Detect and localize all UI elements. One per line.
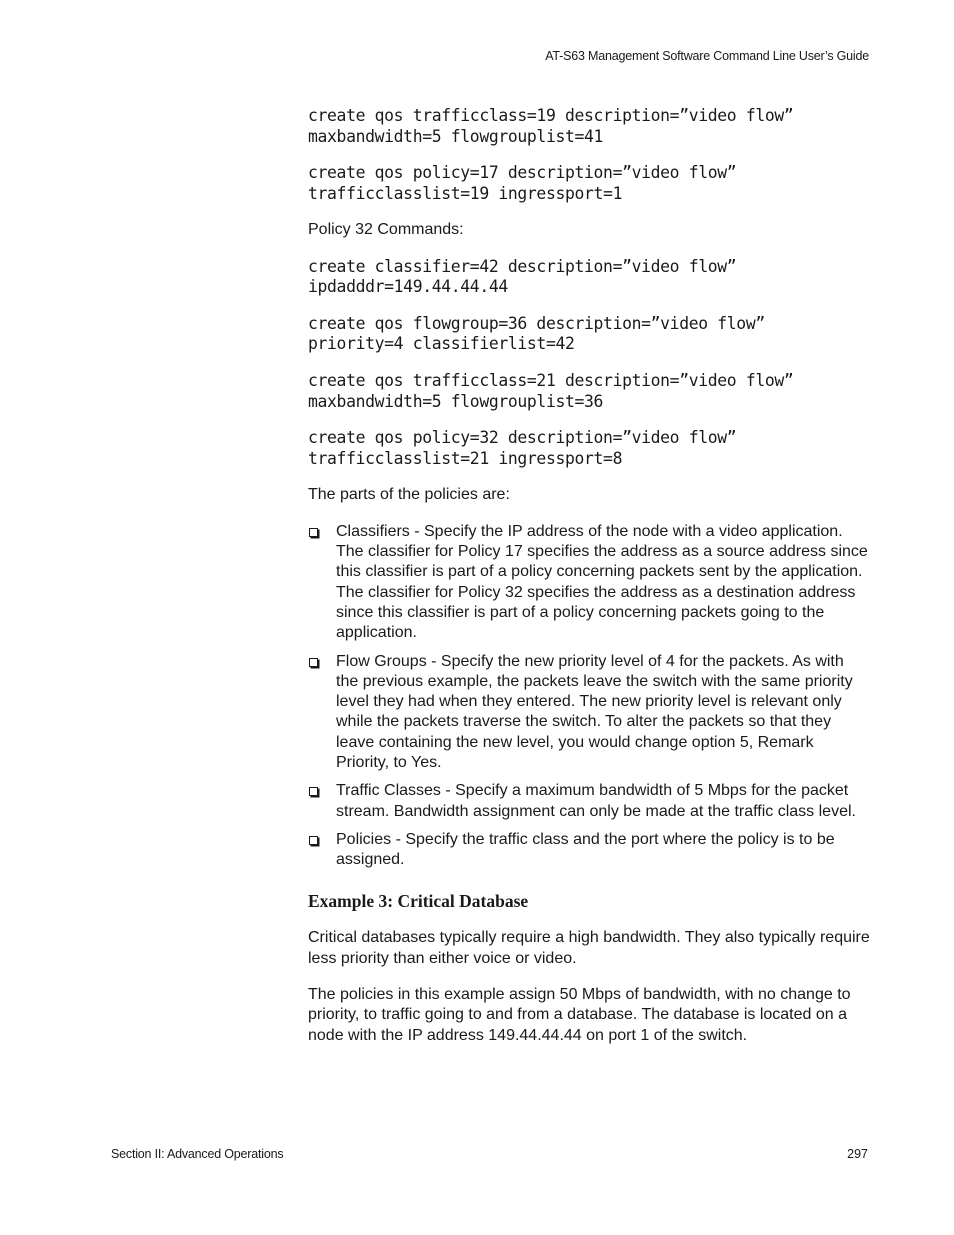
example-paragraph-1: Critical databases typically require a high bandwidth. They also typically require less priority than either voice or video. [308, 929, 870, 967]
list-item-policies [308, 830, 870, 871]
checkbox-square-icon [309, 658, 318, 667]
footer-section: Section II: Advanced Operations [111, 1147, 284, 1161]
running-header: AT-S63 Management Software Command Line User’s Guide [545, 49, 869, 63]
footer-page-number: 297 [847, 1147, 868, 1161]
checkbox-square-icon [309, 836, 318, 845]
example-paragraph-2: The policies in this example assign 50 Mbps of bandwidth, with no change to priority, to traffic going to and from a database. The database is located on a node with the IP address 149.44.44.44 on port 1 of the switch. [308, 986, 851, 1044]
parts-list [308, 522, 870, 871]
example-heading: Example 3: Critical Database [308, 891, 529, 912]
code-block-policy-32: create qos policy=32 description=”video flow” trafficclasslist=21 ingressport=8 [308, 428, 737, 468]
code-block-trafficclass-21: create qos trafficclass=21 description=”video flow” maxbandwidth=5 flowgrouplist=36 [308, 371, 794, 411]
code-block-trafficclass-19: create qos trafficclass=19 description=”video flow” maxbandwidth=5 flowgrouplist=41 [308, 106, 794, 146]
code-block-flowgroup-36: create qos flowgroup=36 description=”video flow” priority=4 classifierlist=42 [308, 313, 765, 354]
list-item-text: Policies - Specify the traffic class and the port where the policy is to be assigned. [336, 830, 835, 869]
list-item-classifiers [308, 522, 870, 644]
parts-intro: The parts of the policies are: [308, 486, 510, 504]
list-item-traffic-classes [308, 781, 870, 822]
policy32-label: Policy 32 Commands: [308, 221, 464, 239]
page-content [308, 106, 870, 1062]
code-block-classifier-42: create classifier=42 description=”video flow” ipdadddr=149.44.44.44 [308, 256, 737, 297]
checkbox-square-icon [309, 528, 318, 537]
checkbox-square-icon [309, 787, 318, 796]
code-block-policy-17: create qos policy=17 description=”video flow” trafficclasslist=19 ingressport=1 [308, 163, 737, 203]
list-item-text: Flow Groups - Specify the new priority level of 4 for the packets. As with the previous example, the packets leave the switch with the same priority level they had when they entered. The new priority level is relevant only while the packets traverse the switch. To alter the packets so that they leave containing the new level, you would change option 5, Remark Priority, to Yes. [336, 652, 853, 771]
list-item-flow-groups [308, 652, 870, 774]
list-item-text: Traffic Classes - Specify a maximum bandwidth of 5 Mbps for the packet stream. Bandwidth assignment can only be made at the traffic class level. [336, 782, 856, 820]
list-item-text: Classifiers - Specify the IP address of the node with a video application. The classifier for Policy 17 specifies the address as a source address since this classifier is part of a policy concerning packets sent by the application. The classifier for Policy 32 specifies the address as a destination address since this classifier is part of a policy concerning packets going to the application. [336, 522, 868, 642]
